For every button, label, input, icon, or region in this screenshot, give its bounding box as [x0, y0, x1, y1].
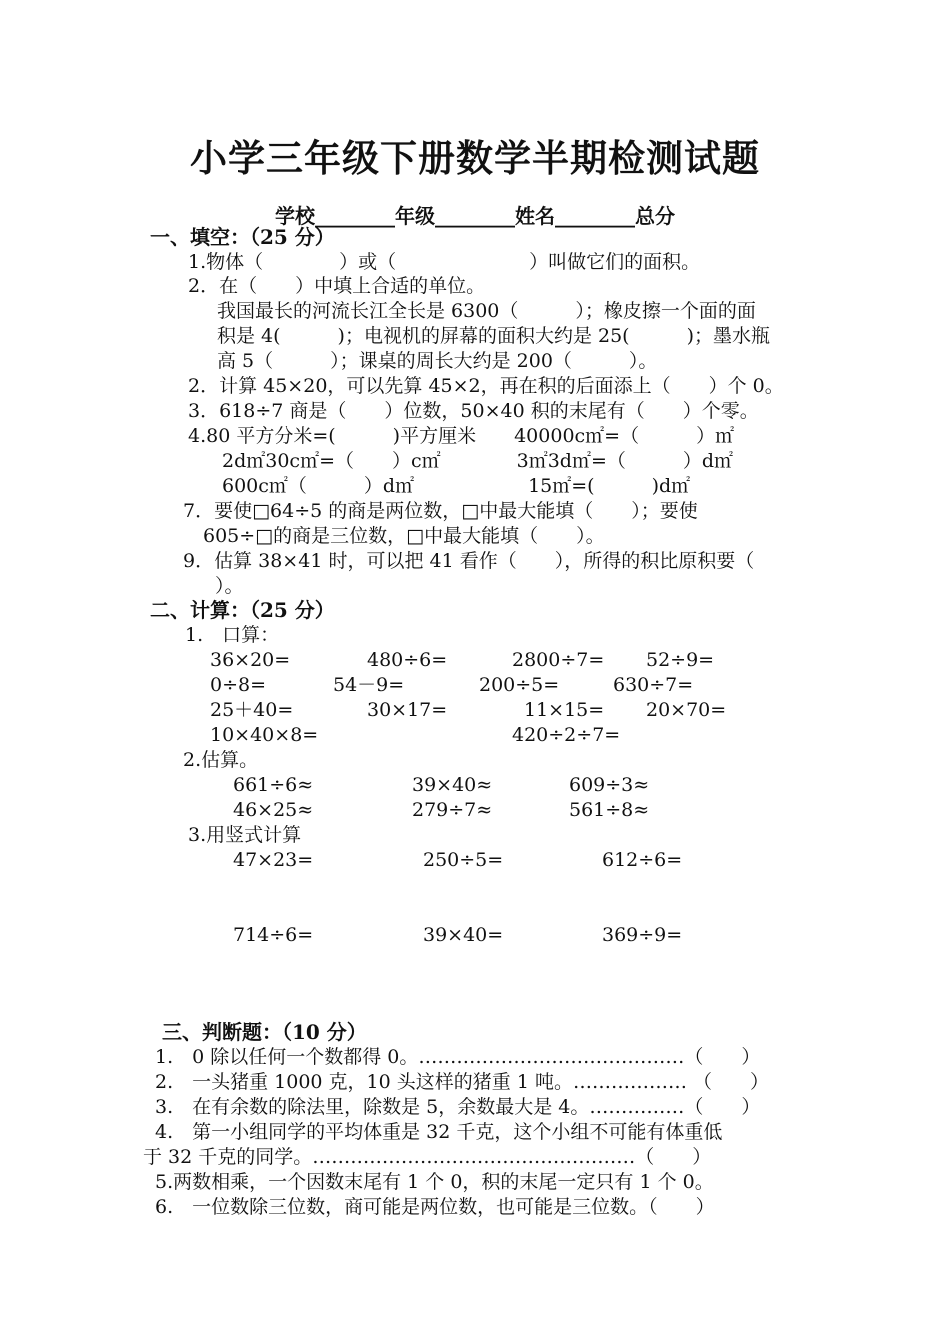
estimate-item: 561÷8≈ — [569, 799, 650, 821]
question-line: 600c㎡（ ）d㎡ 15㎡=( )d㎡ — [222, 475, 691, 497]
oral-item: 420÷2÷7= — [512, 724, 621, 746]
section-2-heading: 二、计算：（25 分） — [150, 598, 335, 622]
question-line: 高 5（ ）；课桌的周长大约是 200（ ）。 — [217, 350, 658, 372]
estimate-item: 39×40≈ — [412, 774, 493, 796]
vertical-calc-item: 250÷5= — [423, 849, 504, 871]
oral-item: 10×40×8= — [210, 724, 319, 746]
question-line: ）。 — [215, 575, 244, 597]
judge-item: 5.两数相乘，一个因数末尾有 1 个 0，积的末尾一定只有 1 个 0。 — [155, 1171, 714, 1193]
oral-item: 52÷9= — [646, 649, 715, 671]
estimate-item: 279÷7≈ — [412, 799, 493, 821]
page-title: 小学三年级下册数学半期检测试题 — [190, 137, 760, 180]
vertical-calc-title: 3.用竖式计算 — [188, 824, 302, 846]
estimate-item: 661÷6≈ — [233, 774, 314, 796]
estimate-title: 2.估算。 — [183, 749, 259, 771]
oral-item: 480÷6= — [367, 649, 448, 671]
judge-item: 于 32 千克的同学。……………………………………………（ ） — [143, 1146, 712, 1168]
question-line: 7．要使□64÷5 的商是两位数，□中最大能填（ ）；要使 — [183, 500, 698, 522]
oral-item: 11×15= — [524, 699, 605, 721]
question-line: 2．在（ ）中填上合适的单位。 — [188, 275, 486, 297]
question-line: 2d㎡30c㎡=（ ）c㎡ 3㎡3d㎡=（ ）d㎡ — [222, 450, 734, 472]
oral-item: 30×17= — [367, 699, 448, 721]
estimate-item: 46×25≈ — [233, 799, 314, 821]
question-line: 积是 4( )；电视机的屏幕的面积大约是 25( )；墨水瓶 — [217, 325, 770, 347]
judge-item: 4. 第一小组同学的平均体重是 32 千克，这个小组不可能有体重低 — [155, 1121, 723, 1143]
question-line: 4.80 平方分米=( )平方厘米 40000c㎡=（ ）㎡ — [188, 425, 735, 447]
oral-item: 2800÷7= — [512, 649, 605, 671]
question-line: 1.物体（ ）或（ ）叫做它们的面积。 — [188, 251, 701, 273]
judge-item: 1. 0 除以任何一个数都得 0。……………………………………（ ） — [155, 1046, 761, 1068]
oral-item: 25＋40= — [210, 699, 294, 721]
vertical-calc-item: 369÷9= — [602, 924, 683, 946]
judge-item: 3. 在有余数的除法里，除数是 5，余数最大是 4。……………（ ） — [155, 1096, 761, 1118]
judge-item: 2. 一头猪重 1000 克，10 头这样的猪重 1 吨。……………… （ ） — [155, 1071, 769, 1093]
student-info-line: 学校________年级________姓名________总分 — [275, 204, 675, 228]
question-line: 605÷□的商是三位数，□中最大能填（ ）。 — [203, 525, 605, 547]
question-line: 3．618÷7 商是（ ）位数，50×40 积的末尾有（ ）个零。 — [188, 400, 759, 422]
vertical-calc-item: 47×23= — [233, 849, 314, 871]
judge-item: 6. 一位数除三位数，商可能是两位数，也可能是三位数。（ ） — [155, 1196, 715, 1218]
question-line: 2．计算 45×20，可以先算 45×2，再在积的后面添上（ ）个 0。 — [188, 375, 784, 397]
estimate-item: 609÷3≈ — [569, 774, 650, 796]
question-line: 我国最长的河流长江全长是 6300（ ）；橡皮擦一个面的面 — [217, 300, 756, 322]
vertical-calc-item: 39×40= — [423, 924, 504, 946]
vertical-calc-item: 612÷6= — [602, 849, 683, 871]
question-line: 9．估算 38×41 时，可以把 41 看作（ ），所得的积比原积要（ — [183, 550, 755, 572]
section-3-heading: 三、判断题：（10 分） — [162, 1020, 367, 1044]
oral-item: 54－9= — [333, 674, 405, 696]
oral-item: 36×20= — [210, 649, 291, 671]
vertical-calc-item: 714÷6= — [233, 924, 314, 946]
oral-item: 0÷8= — [210, 674, 267, 696]
section-1-heading: 一、填空：（25 分） — [150, 225, 335, 249]
oral-item: 20×70= — [646, 699, 727, 721]
oral-calc-title: 1. 口算： — [185, 624, 280, 646]
oral-item: 200÷5= — [479, 674, 560, 696]
oral-item: 630÷7= — [613, 674, 694, 696]
